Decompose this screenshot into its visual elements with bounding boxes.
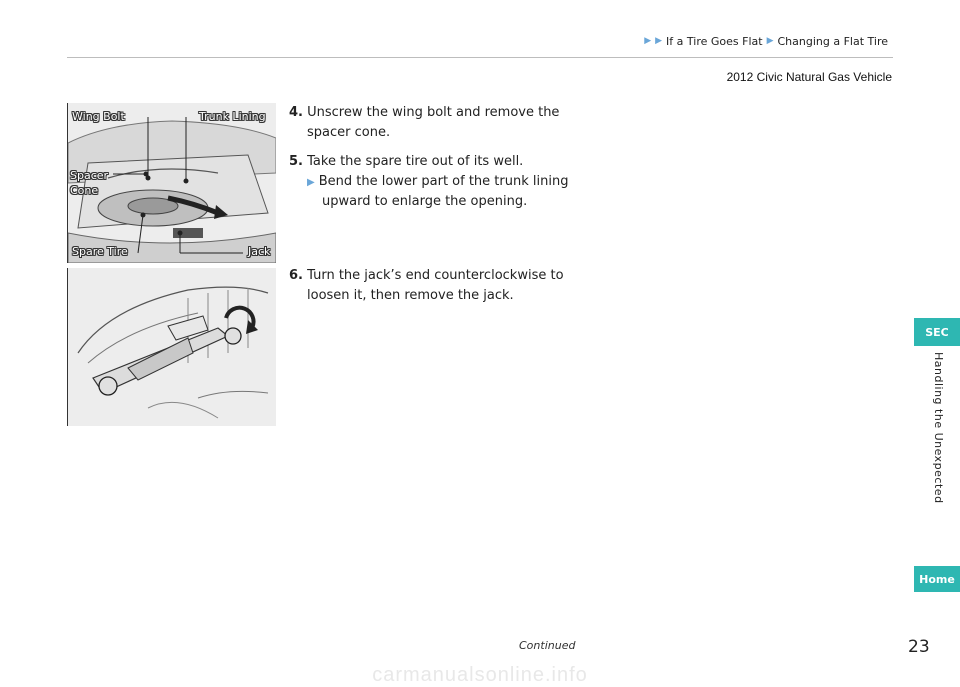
chapter-label: Handling the Unexpected xyxy=(932,352,945,504)
triangle-right-icon: ▶ xyxy=(644,36,652,46)
step-note xyxy=(289,172,589,212)
callout-spacer: Spacer xyxy=(70,169,109,182)
watermark: carmanualsonline.info xyxy=(372,664,588,686)
continued-label: Continued xyxy=(519,639,576,652)
callout-spare-tire: Spare Tire xyxy=(72,245,128,258)
step-number: 4. xyxy=(289,105,303,120)
step-text: Take the spare tire out of its well. xyxy=(307,154,524,169)
breadcrumb-item-flat-tire[interactable]: If a Tire Goes Flat xyxy=(666,35,763,48)
triangle-right-icon: ▶ xyxy=(655,36,663,46)
sec-tab-button[interactable]: SEC xyxy=(914,318,960,346)
header-divider xyxy=(67,57,893,58)
home-button[interactable]: Home xyxy=(914,566,960,592)
triangle-right-icon: ▶ xyxy=(766,36,774,46)
jack-illustration xyxy=(67,268,276,426)
callout-cone: Cone xyxy=(70,184,99,197)
trunk-drawing xyxy=(68,103,276,263)
step-number: 5. xyxy=(289,154,303,169)
vehicle-title: 2012 Civic Natural Gas Vehicle xyxy=(726,70,892,84)
step-6 xyxy=(289,266,589,306)
callout-wing-bolt: Wing Bolt xyxy=(72,110,125,123)
trunk-illustration xyxy=(67,103,276,263)
note-text-cont: upward to enlarge the opening. xyxy=(322,194,528,210)
jack-drawing xyxy=(68,268,276,426)
triangle-right-icon: ▶ xyxy=(307,177,315,189)
page-number: 23 xyxy=(908,637,930,657)
callout-jack: Jack xyxy=(248,245,271,258)
note-text: Bend the lower part of the trunk lining xyxy=(318,174,569,190)
step-text: Turn the jack’s end counterclockwise to xyxy=(307,268,564,283)
breadcrumb xyxy=(644,35,888,48)
step-text-cont: loosen it, then remove the jack. xyxy=(307,288,514,304)
step-4 xyxy=(289,103,589,143)
step-text-cont: spacer cone. xyxy=(307,125,391,141)
step-text: Unscrew the wing bolt and remove the xyxy=(307,105,560,120)
breadcrumb-item-changing-tire[interactable]: Changing a Flat Tire xyxy=(777,35,888,48)
callout-trunk-lining: Trunk Lining xyxy=(199,110,266,123)
step-number: 6. xyxy=(289,268,303,283)
step-5 xyxy=(289,152,589,212)
